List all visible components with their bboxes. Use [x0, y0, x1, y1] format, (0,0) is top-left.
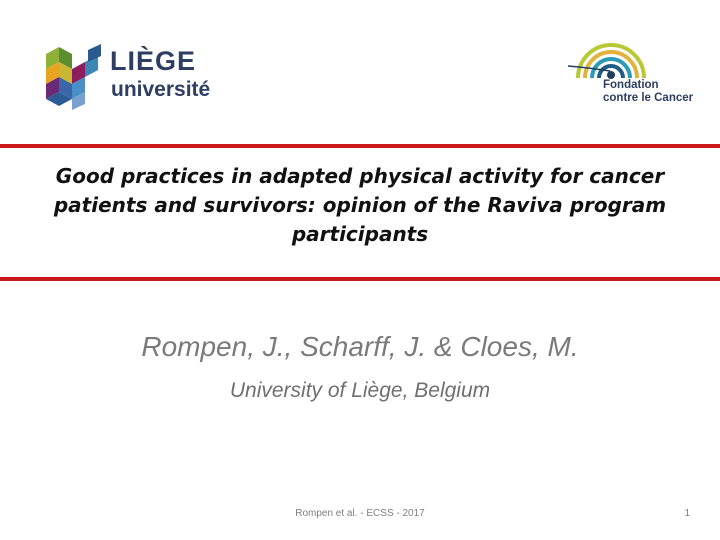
fondation-contre-le-cancer-logo — [566, 38, 696, 113]
authors: Rompen, J., Scharff, J. & Cloes, M. — [141, 331, 579, 362]
slide-footer: Rompen et al. - ECSS - 2017 — [295, 508, 425, 519]
fondation-logo-text — [603, 79, 693, 105]
slide-title: Good practices in adapted physical activity for cancer patients and survivors: opinion of the Raviva program participants — [53, 164, 667, 246]
fondation-logo-line1: Fondation — [603, 79, 659, 91]
slide-number: 1 — [684, 508, 690, 519]
title-band-top-rule — [0, 144, 720, 148]
fondation-rainbow-arcs-icon — [566, 38, 676, 80]
liege-cube-logo-icon — [46, 44, 104, 110]
affiliation: University of Liège, Belgium — [229, 379, 491, 402]
liege-university-logo — [46, 44, 216, 112]
title-band-bottom-rule — [0, 277, 720, 281]
liege-logo-wordmark: LIÈGE — [110, 46, 197, 76]
liege-logo-subtitle: université — [111, 78, 211, 101]
fondation-logo-line2: contre le Cancer — [603, 92, 694, 104]
